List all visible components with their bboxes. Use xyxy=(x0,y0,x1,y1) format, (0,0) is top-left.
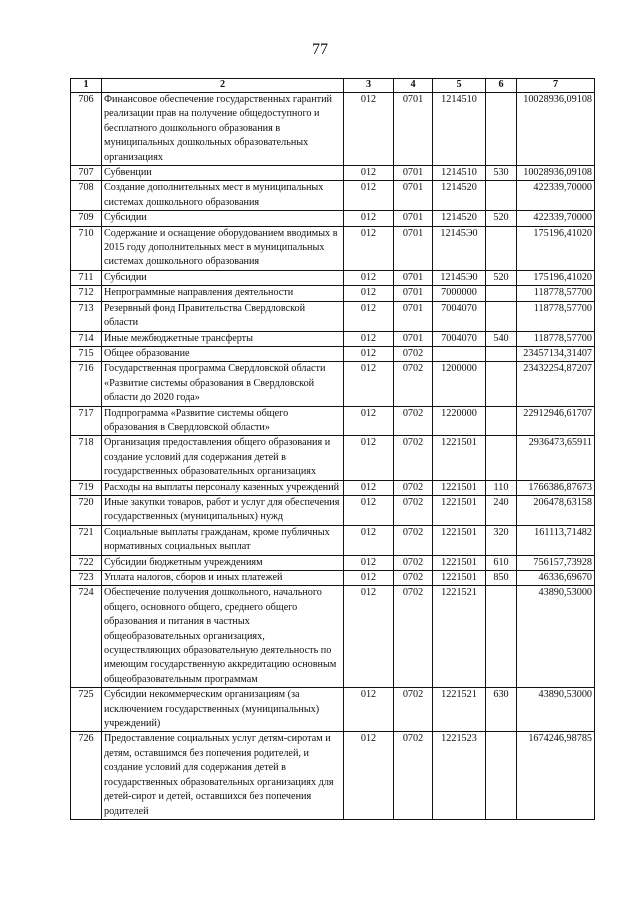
header-col-6: 6 xyxy=(486,79,517,93)
table-row xyxy=(71,181,595,211)
expense-type-code-cell xyxy=(486,226,517,270)
amount-cell: 10028936,09108 xyxy=(517,166,595,181)
item-name-cell: Организация предоставления общего образования и создание условий для содержания детей в государственных образовательных организациях xyxy=(102,436,344,480)
section-code-cell: 0702 xyxy=(394,586,433,688)
section-code-cell: 0702 xyxy=(394,406,433,436)
target-article-code-cell: 1221501 xyxy=(433,525,486,555)
section-code-cell: 0702 xyxy=(394,480,433,495)
header-col-5: 5 xyxy=(433,79,486,93)
row-number-cell: 710 xyxy=(71,226,102,270)
ministry-code-cell: 012 xyxy=(344,93,394,166)
row-number-cell: 709 xyxy=(71,211,102,226)
expense-type-code-cell: 520 xyxy=(486,211,517,226)
amount-cell: 1674246,98785 xyxy=(517,732,595,819)
expense-type-code-cell: 520 xyxy=(486,270,517,285)
target-article-code-cell: 7004070 xyxy=(433,301,486,331)
header-col-2: 2 xyxy=(102,79,344,93)
item-name-cell: Содержание и оснащение оборудованием вводимых в 2015 году дополнительных мест в муниципальных системах дошкольного образования xyxy=(102,226,344,270)
amount-cell: 23457134,31407 xyxy=(517,346,595,361)
expense-type-code-cell xyxy=(486,732,517,819)
section-code-cell: 0701 xyxy=(394,211,433,226)
section-code-cell: 0702 xyxy=(394,555,433,570)
expense-type-code-cell xyxy=(486,346,517,361)
target-article-code-cell: 7004070 xyxy=(433,331,486,346)
section-code-cell: 0701 xyxy=(394,181,433,211)
target-article-code-cell: 7000000 xyxy=(433,286,486,301)
item-name-cell: Государственная программа Свердловской области «Развитие системы образования в Свердловской области до 2020 года» xyxy=(102,362,344,406)
table-row xyxy=(71,331,595,346)
amount-cell: 2936473,65911 xyxy=(517,436,595,480)
table-row xyxy=(71,286,595,301)
table-row xyxy=(71,301,595,331)
ministry-code-cell: 012 xyxy=(344,495,394,525)
header-col-3: 3 xyxy=(344,79,394,93)
section-code-cell: 0701 xyxy=(394,226,433,270)
amount-cell: 175196,41020 xyxy=(517,270,595,285)
item-name-cell: Уплата налогов, сборов и иных платежей xyxy=(102,571,344,586)
amount-cell: 43890,53000 xyxy=(517,586,595,688)
expense-type-code-cell xyxy=(486,586,517,688)
amount-cell: 23432254,87207 xyxy=(517,362,595,406)
table-row xyxy=(71,166,595,181)
item-name-cell: Субсидии бюджетным учреждениям xyxy=(102,555,344,570)
row-number-cell: 716 xyxy=(71,362,102,406)
table-row xyxy=(71,495,595,525)
row-number-cell: 717 xyxy=(71,406,102,436)
target-article-code-cell: 1200000 xyxy=(433,362,486,406)
ministry-code-cell: 012 xyxy=(344,406,394,436)
ministry-code-cell: 012 xyxy=(344,211,394,226)
budget-table xyxy=(70,78,595,820)
ministry-code-cell: 012 xyxy=(344,346,394,361)
table-row xyxy=(71,571,595,586)
expense-type-code-cell: 630 xyxy=(486,688,517,732)
target-article-code-cell: 1221521 xyxy=(433,586,486,688)
header-col-7: 7 xyxy=(517,79,595,93)
ministry-code-cell: 012 xyxy=(344,480,394,495)
amount-cell: 1766386,87673 xyxy=(517,480,595,495)
target-article-code-cell: 1221501 xyxy=(433,571,486,586)
expense-type-code-cell: 610 xyxy=(486,555,517,570)
target-article-code-cell: 1214520 xyxy=(433,211,486,226)
expense-type-code-cell xyxy=(486,301,517,331)
item-name-cell: Резервный фонд Правительства Свердловской области xyxy=(102,301,344,331)
row-number-cell: 708 xyxy=(71,181,102,211)
table-row xyxy=(71,270,595,285)
section-code-cell: 0702 xyxy=(394,436,433,480)
item-name-cell: Обеспечение получения дошкольного, начального общего, основного общего, среднего общего образования и питания в частных общеобразовательных организациях, осуществляющих образовательную деятельность по имеющим государственную аккредитацию основным общеобразовательным программам xyxy=(102,586,344,688)
section-code-cell: 0702 xyxy=(394,495,433,525)
item-name-cell: Общее образование xyxy=(102,346,344,361)
target-article-code-cell: 1221501 xyxy=(433,555,486,570)
header-col-4: 4 xyxy=(394,79,433,93)
row-number-cell: 707 xyxy=(71,166,102,181)
ministry-code-cell: 012 xyxy=(344,270,394,285)
row-number-cell: 719 xyxy=(71,480,102,495)
amount-cell: 118778,57700 xyxy=(517,301,595,331)
ministry-code-cell: 012 xyxy=(344,331,394,346)
amount-cell: 756157,73928 xyxy=(517,555,595,570)
target-article-code-cell: 1221501 xyxy=(433,495,486,525)
row-number-cell: 715 xyxy=(71,346,102,361)
item-name-cell: Расходы на выплаты персоналу казенных учреждений xyxy=(102,480,344,495)
target-article-code-cell: 1214510 xyxy=(433,166,486,181)
ministry-code-cell: 012 xyxy=(344,286,394,301)
amount-cell: 10028936,09108 xyxy=(517,93,595,166)
expense-type-code-cell xyxy=(486,406,517,436)
row-number-cell: 723 xyxy=(71,571,102,586)
table-row xyxy=(71,555,595,570)
section-code-cell: 0702 xyxy=(394,346,433,361)
row-number-cell: 724 xyxy=(71,586,102,688)
ministry-code-cell: 012 xyxy=(344,525,394,555)
item-name-cell: Непрограммные направления деятельности xyxy=(102,286,344,301)
expense-type-code-cell xyxy=(486,286,517,301)
item-name-cell: Субсидии некоммерческим организациям (за исключением государственных (муниципальных) учреждений) xyxy=(102,688,344,732)
amount-cell: 22912946,61707 xyxy=(517,406,595,436)
ministry-code-cell: 012 xyxy=(344,301,394,331)
table-row xyxy=(71,406,595,436)
section-code-cell: 0701 xyxy=(394,301,433,331)
row-number-cell: 712 xyxy=(71,286,102,301)
table-row xyxy=(71,688,595,732)
section-code-cell: 0702 xyxy=(394,525,433,555)
row-number-cell: 706 xyxy=(71,93,102,166)
expense-type-code-cell xyxy=(486,181,517,211)
section-code-cell: 0702 xyxy=(394,571,433,586)
amount-cell: 118778,57700 xyxy=(517,331,595,346)
target-article-code-cell: 1214510 xyxy=(433,93,486,166)
section-code-cell: 0701 xyxy=(394,270,433,285)
row-number-cell: 722 xyxy=(71,555,102,570)
table-row xyxy=(71,211,595,226)
amount-cell: 206478,63158 xyxy=(517,495,595,525)
table-row xyxy=(71,586,595,688)
section-code-cell: 0702 xyxy=(394,688,433,732)
ministry-code-cell: 012 xyxy=(344,166,394,181)
ministry-code-cell: 012 xyxy=(344,226,394,270)
target-article-code-cell: 1220000 xyxy=(433,406,486,436)
expense-type-code-cell: 540 xyxy=(486,331,517,346)
expense-type-code-cell: 320 xyxy=(486,525,517,555)
amount-cell: 422339,70000 xyxy=(517,211,595,226)
expense-type-code-cell xyxy=(486,362,517,406)
item-name-cell: Предоставление социальных услуг детям-сиротам и детям, оставшимся без попечения родителей, и создание условий для содержания детей в государственных образовательных организациях для детей-сирот и детей, оставшихся без попечения родителей xyxy=(102,732,344,819)
row-number-cell: 714 xyxy=(71,331,102,346)
ministry-code-cell: 012 xyxy=(344,571,394,586)
target-article-code-cell xyxy=(433,346,486,361)
ministry-code-cell: 012 xyxy=(344,586,394,688)
amount-cell: 161113,71482 xyxy=(517,525,595,555)
item-name-cell: Финансовое обеспечение государственных гарантий реализации прав на получение общедоступного и бесплатного дошкольного образования в муниципальных дошкольных образовательных организациях xyxy=(102,93,344,166)
header-row xyxy=(71,79,595,93)
target-article-code-cell: 12145Э0 xyxy=(433,226,486,270)
amount-cell: 422339,70000 xyxy=(517,181,595,211)
expense-type-code-cell xyxy=(486,436,517,480)
item-name-cell: Создание дополнительных мест в муниципальных системах дошкольного образования xyxy=(102,181,344,211)
expense-type-code-cell: 850 xyxy=(486,571,517,586)
section-code-cell: 0702 xyxy=(394,732,433,819)
expense-type-code-cell: 240 xyxy=(486,495,517,525)
item-name-cell: Субвенции xyxy=(102,166,344,181)
target-article-code-cell: 1221521 xyxy=(433,688,486,732)
expense-type-code-cell: 110 xyxy=(486,480,517,495)
amount-cell: 46336,69670 xyxy=(517,571,595,586)
table-row xyxy=(71,436,595,480)
ministry-code-cell: 012 xyxy=(344,362,394,406)
table-row xyxy=(71,362,595,406)
row-number-cell: 720 xyxy=(71,495,102,525)
section-code-cell: 0701 xyxy=(394,286,433,301)
section-code-cell: 0702 xyxy=(394,362,433,406)
item-name-cell: Подпрограмма «Развитие системы общего образования в Свердловской области» xyxy=(102,406,344,436)
item-name-cell: Субсидии xyxy=(102,270,344,285)
amount-cell: 175196,41020 xyxy=(517,226,595,270)
ministry-code-cell: 012 xyxy=(344,732,394,819)
row-number-cell: 713 xyxy=(71,301,102,331)
ministry-code-cell: 012 xyxy=(344,688,394,732)
row-number-cell: 711 xyxy=(71,270,102,285)
ministry-code-cell: 012 xyxy=(344,555,394,570)
target-article-code-cell: 12145Э0 xyxy=(433,270,486,285)
target-article-code-cell: 1221501 xyxy=(433,480,486,495)
row-number-cell: 725 xyxy=(71,688,102,732)
expense-type-code-cell: 530 xyxy=(486,166,517,181)
table-row xyxy=(71,93,595,166)
page-number: 77 xyxy=(312,41,328,58)
table-row xyxy=(71,732,595,819)
item-name-cell: Иные закупки товаров, работ и услуг для обеспечения государственных (муниципальных) нужд xyxy=(102,495,344,525)
row-number-cell: 718 xyxy=(71,436,102,480)
target-article-code-cell: 1221501 xyxy=(433,436,486,480)
header-col-1: 1 xyxy=(71,79,102,93)
expense-type-code-cell xyxy=(486,93,517,166)
ministry-code-cell: 012 xyxy=(344,181,394,211)
item-name-cell: Иные межбюджетные трансферты xyxy=(102,331,344,346)
section-code-cell: 0701 xyxy=(394,331,433,346)
item-name-cell: Социальные выплаты гражданам, кроме публичных нормативных социальных выплат xyxy=(102,525,344,555)
table-body xyxy=(71,93,595,820)
table-row xyxy=(71,346,595,361)
target-article-code-cell: 1214520 xyxy=(433,181,486,211)
row-number-cell: 726 xyxy=(71,732,102,819)
table-header xyxy=(71,79,595,93)
table-row xyxy=(71,525,595,555)
amount-cell: 43890,53000 xyxy=(517,688,595,732)
section-code-cell: 0701 xyxy=(394,166,433,181)
table-row xyxy=(71,480,595,495)
section-code-cell: 0701 xyxy=(394,93,433,166)
ministry-code-cell: 012 xyxy=(344,436,394,480)
item-name-cell: Субсидии xyxy=(102,211,344,226)
row-number-cell: 721 xyxy=(71,525,102,555)
target-article-code-cell: 1221523 xyxy=(433,732,486,819)
table-row xyxy=(71,226,595,270)
amount-cell: 118778,57700 xyxy=(517,286,595,301)
